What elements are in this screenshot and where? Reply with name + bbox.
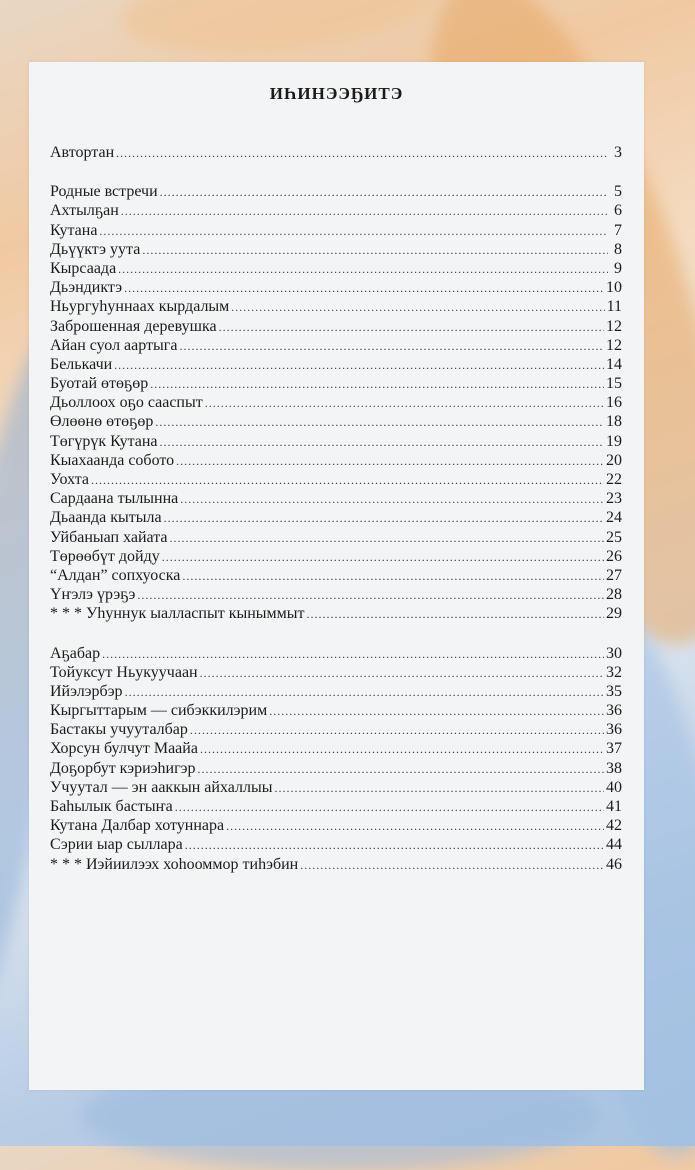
toc-dot-leader [118, 260, 608, 279]
toc-entry-title: Белькачи [50, 355, 113, 373]
toc-entry-title: Ньургуһуннаах кырдалым [50, 298, 230, 316]
toc-entry-page: 12 [606, 317, 622, 335]
toc-entry [50, 778, 622, 797]
toc-entry [50, 355, 622, 374]
toc-entry [50, 682, 622, 701]
toc-entry [50, 201, 622, 220]
toc-entry-page: 38 [606, 759, 622, 777]
toc-entry-title: Заброшенная деревушка [50, 317, 217, 335]
toc-entry-page: 14 [606, 355, 622, 373]
toc-entry [50, 701, 622, 720]
toc-entry [50, 604, 622, 623]
toc-dot-leader [155, 413, 604, 432]
toc-group [50, 143, 622, 162]
toc-dot-leader [170, 529, 604, 548]
toc-entry-page: 36 [606, 721, 622, 739]
toc-dot-leader [200, 664, 604, 683]
toc-group [50, 182, 622, 623]
toc-entry [50, 566, 622, 585]
toc-dot-leader [180, 490, 604, 509]
toc-entry [50, 393, 622, 412]
toc-entry-title: Сэрии ыар сыллара [50, 836, 183, 854]
toc-dot-leader [269, 702, 604, 721]
toc-dot-leader [91, 471, 604, 490]
toc-entry-title: Тойуксут Ньукуучаан [50, 663, 198, 681]
toc-entry-title: Дьүүктэ уута [50, 240, 141, 258]
toc-dot-leader [164, 509, 604, 528]
toc-entry-page: 37 [606, 740, 622, 758]
toc-entry-title: Дьэндиктэ [50, 279, 123, 297]
contents-page [29, 62, 644, 1090]
page-title: ИҺИНЭЭҔИТЭ [269, 84, 404, 103]
toc-dot-leader [150, 375, 604, 394]
toc-dot-leader [124, 279, 604, 298]
toc-dot-leader [102, 645, 604, 664]
toc-entry [50, 297, 622, 316]
toc-entry-title: Өлөөнө өтөҕөр [50, 413, 154, 431]
toc-entry-page: 40 [606, 778, 622, 796]
toc-entry-page: 24 [606, 509, 622, 527]
background-streak-top [116, 0, 444, 66]
toc-dot-leader [125, 683, 604, 702]
toc-entry-page: 10 [606, 279, 622, 297]
toc-entry [50, 585, 622, 604]
toc-entry [50, 759, 622, 778]
toc-entry [50, 432, 622, 451]
toc-dot-leader [300, 856, 604, 875]
toc-dot-leader [114, 356, 604, 375]
toc-entry-page: 20 [606, 451, 622, 469]
toc-entry [50, 835, 622, 854]
toc-entry-page: 36 [606, 702, 622, 720]
toc-dot-leader [162, 548, 604, 567]
toc-dot-leader [182, 567, 604, 586]
toc-entry [50, 489, 622, 508]
toc-dot-leader [219, 318, 604, 337]
toc-entry-title: Уохта [50, 471, 90, 488]
toc-entry-page: 16 [606, 394, 622, 412]
toc-dot-leader [142, 241, 608, 260]
toc-entry-page: 44 [606, 836, 622, 854]
toc-entry-page: 5 [614, 183, 622, 201]
toc-entry-page: 15 [606, 375, 622, 393]
toc-dot-leader [99, 222, 608, 241]
toc-entry-page: 42 [606, 817, 622, 835]
toc-entry [50, 259, 622, 278]
toc-entry [50, 240, 622, 259]
toc-entry-title: Родные встречи [50, 183, 158, 201]
toc-entry-title: Хорсун булчут Маайа [50, 740, 198, 758]
toc-entry-page: 11 [606, 298, 622, 316]
toc-dot-leader [274, 779, 604, 798]
toc-entry-page: 23 [606, 490, 622, 508]
toc-entry [50, 336, 622, 355]
toc-entry-title: Кутана Далбар хотуннара [50, 817, 225, 835]
toc-entry-title: Ийэлэрбэр [50, 682, 123, 700]
toc-entry [50, 317, 622, 336]
toc-entry-title: Айан суол аартыгa [50, 336, 178, 354]
toc-entry-page: 22 [606, 471, 622, 488]
toc-entry-title: Кыргыттарым — сибэккилэрим [50, 702, 268, 720]
toc-dot-leader [175, 798, 604, 817]
toc-entry-title: Автортан [50, 144, 115, 161]
toc-entry [50, 278, 622, 297]
toc-entry [50, 663, 622, 682]
toc-entry [50, 720, 622, 739]
toc-entry-title: Кутана [50, 221, 98, 239]
toc-entry-page: 7 [614, 221, 622, 239]
toc-entry-title: Сардаана тылынна [50, 490, 179, 508]
toc-entry-title: Дьаанда кытыла [50, 509, 162, 527]
toc-entry [50, 739, 622, 758]
toc-entry-page: 29 [606, 605, 622, 623]
toc-dot-leader [179, 337, 604, 356]
toc-entry-page: 6 [614, 202, 622, 220]
toc-dot-leader [200, 740, 604, 759]
toc-entry [50, 451, 622, 470]
toc-dot-leader [226, 817, 604, 836]
toc-entry-page: 46 [606, 855, 622, 873]
toc-entry-title: Кырсаада [50, 259, 117, 277]
toc-entry-title: Баһылык бастыҥа [50, 798, 173, 815]
toc-entry [50, 644, 622, 663]
toc-entry [50, 797, 622, 816]
toc-entry-page: 26 [606, 547, 622, 565]
toc-entry-title: Бастакы учууталбар [50, 721, 188, 739]
toc-entry-title: Үҥэлэ үрэҕэ [50, 586, 136, 604]
toc-entry-page: 12 [606, 336, 622, 354]
toc-entry [50, 412, 622, 431]
toc-dot-leader [116, 144, 608, 163]
toc-entry-title: Учуутал — эн ааккын айхаллыы [50, 778, 273, 796]
toc-group [50, 644, 622, 874]
toc-dot-leader [307, 605, 604, 624]
toc-entry-title: Уйбаныап хайата [50, 528, 168, 546]
toc-dot-leader [205, 394, 604, 413]
toc-entry [50, 855, 622, 874]
toc-entry-title: Төрөөбүт дойду [50, 547, 160, 565]
toc-dot-leader [121, 202, 608, 221]
toc-entry-page: 28 [606, 586, 622, 604]
toc-entry-page: 41 [606, 798, 622, 815]
toc-dot-leader [160, 183, 608, 202]
toc-entry-page: 9 [614, 259, 622, 277]
toc-entry [50, 816, 622, 835]
toc-entry-page: 30 [606, 644, 622, 662]
toc-entry-page: 27 [606, 566, 622, 584]
toc-dot-leader [137, 586, 604, 605]
toc-entry-title: Дьоллоох оҕо сааспыт [50, 394, 203, 412]
toc-dot-leader [198, 760, 604, 779]
toc-entry-title: “Алдан” сопхуоска [50, 566, 181, 584]
toc-entry-title: Буотай өтөҕөр [50, 375, 149, 393]
toc-entry [50, 221, 622, 240]
toc-entry [50, 143, 622, 162]
toc-entry-title: * * * Уһуннук ыалласпыт кыныммыт [50, 605, 305, 623]
toc-entry [50, 508, 622, 527]
toc-entry-title: Төгүрүк Кутана [50, 432, 158, 450]
toc-entry-title: Ахтылҕан [50, 202, 119, 220]
toc-entry-page: 35 [606, 682, 622, 700]
toc-entry-title: Доҕорбут кэриэһигэр [50, 759, 196, 777]
toc-entry-page: 3 [614, 144, 622, 161]
toc-dot-leader [185, 836, 604, 855]
toc-entry-page: 25 [606, 528, 622, 546]
toc-entry [50, 182, 622, 201]
toc-entry-page: 8 [614, 240, 622, 258]
toc-entry-page: 32 [606, 663, 622, 681]
table-of-contents [50, 143, 622, 894]
toc-entry-title: Аҕабар [50, 644, 101, 662]
toc-dot-leader [160, 433, 604, 452]
toc-entry [50, 470, 622, 489]
toc-entry [50, 374, 622, 393]
toc-entry-title: Кыахаанда собото [50, 451, 175, 469]
toc-dot-leader [190, 721, 604, 740]
toc-entry [50, 547, 622, 566]
toc-entry-page: 19 [606, 432, 622, 450]
toc-entry-page: 18 [606, 413, 622, 431]
toc-dot-leader [176, 452, 604, 471]
toc-entry-title: * * * Иэйиилээх хоһооммор тиһэбин [50, 855, 299, 873]
toc-dot-leader [231, 298, 604, 317]
toc-entry [50, 528, 622, 547]
